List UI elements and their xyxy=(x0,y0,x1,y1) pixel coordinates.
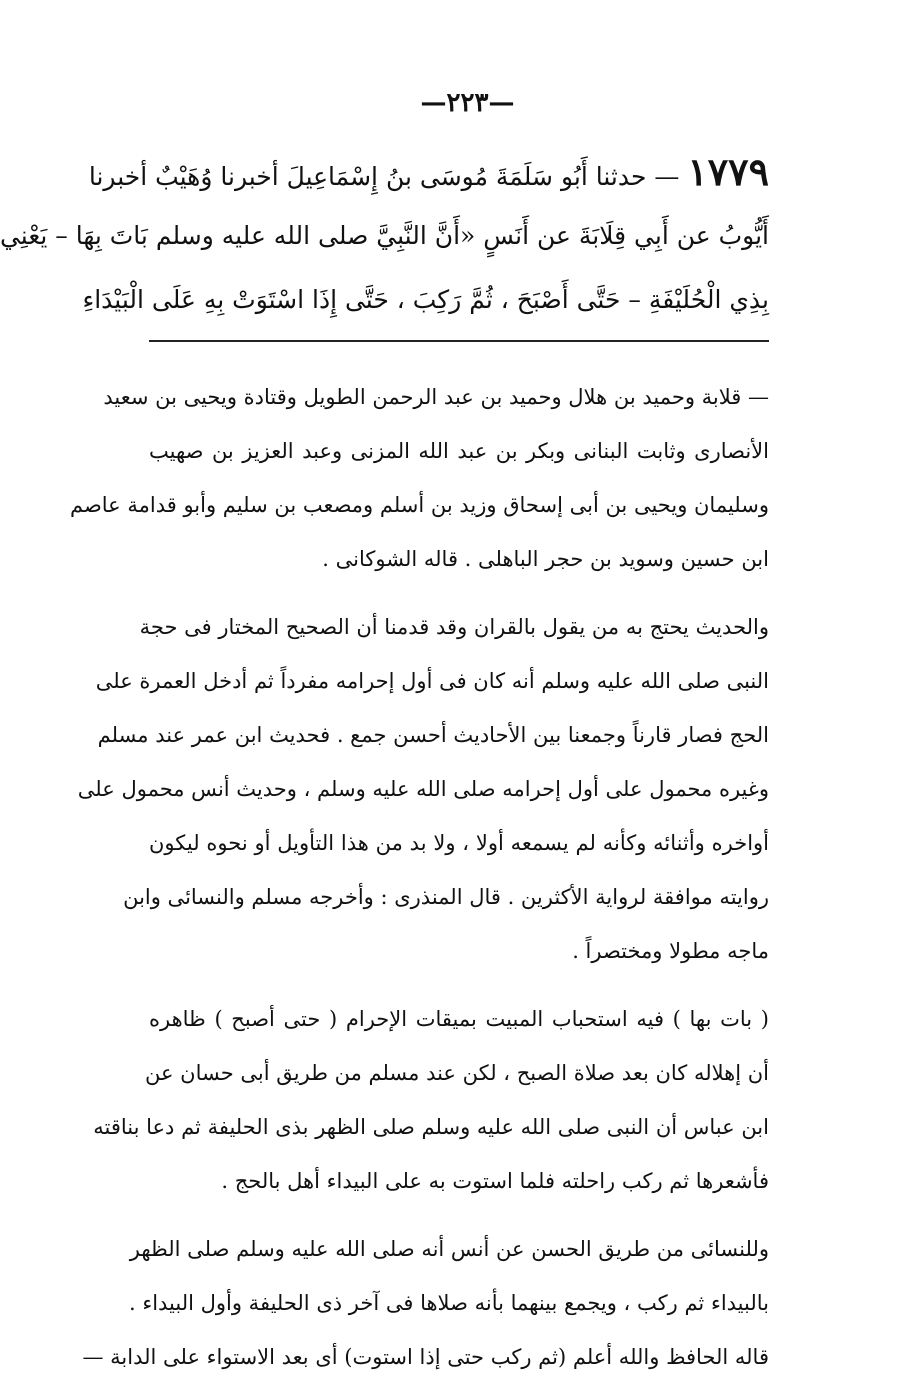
commentary-line: ماجه مطولا ومختصراً . xyxy=(572,939,769,963)
commentary-line: روايته موافقة لرواية الأكثرين . قال المنذرى : وأخرجه مسلم والنسائى وابن xyxy=(123,885,769,909)
hadith-number: ١٧٧٩ xyxy=(687,149,769,194)
hadith-text xyxy=(0,140,769,332)
commentary-line: النبى صلى الله عليه وسلم أنه كان فى أول إحرامه مفرداً ثم أدخل العمرة على xyxy=(95,669,769,693)
commentary-line: بالبيداء ثم ركب ، ويجمع بينهما بأنه صلاها فى آخر ذى الحليفة وأول البيداء . xyxy=(128,1291,769,1315)
commentary-line: وغيره محمول على أول إحرامه صلى الله عليه وسلم ، وحديث أنس محمول على xyxy=(77,777,769,801)
commentary-paragraph xyxy=(69,370,769,586)
commentary xyxy=(69,370,769,1398)
commentary-line: ابن عباس أن النبى صلى الله عليه وسلم صلى الظهر بذى الحليفة ثم دعا بناقته xyxy=(93,1115,769,1139)
section-divider xyxy=(149,340,769,342)
commentary-line: أن إهلاله كان بعد صلاة الصبح ، لكن عند مسلم من طريق أبى حسان عن xyxy=(144,1061,769,1085)
commentary-line: فأشعرها ثم ركب راحلته فلما استوت به على البيداء أهل بالحج . xyxy=(221,1169,769,1193)
commentary-line: وسليمان ويحيى بن أبى إسحاق وزيد بن أسلم ومصعب بن سليم وأبو قدامة عاصم xyxy=(69,493,769,517)
commentary-line: قاله الحافظ والله أعلم (ثم ركب حتى إذا استوت) أى بعد الاستواء على الدابة — xyxy=(82,1345,769,1369)
commentary-line: ابن حسين وسويد بن حجر الباهلى . قاله الشوكانى . xyxy=(322,547,769,571)
commentary-line: وللنسائى من طريق الحسن عن أنس أنه صلى الله عليه وسلم صلى الظهر xyxy=(129,1237,769,1261)
hadith-line: أَيُّوبُ عن أَبِي قِلَابَةَ عن أَنَسٍ «أَنَّ النَّبِيَّ صلى الله عليه وسلم بَاتَ بِهَا – يَعْنِي xyxy=(0,221,769,250)
hadith-line: بِذِي الْحُلَيْفَةِ – حَتَّى أَصْبَحَ ، ثُمَّ رَكِبَ ، حَتَّى إِذَا اسْتَوَتْ بِهِ عَلَى الْبَيْدَاءِ xyxy=(82,285,769,314)
page-number: —٢٢٣— xyxy=(420,88,515,118)
commentary-line: ( بات بها ) فيه استحباب المبيت بميقات الإحرام ( حتى أصبح ) ظاهره xyxy=(149,1007,769,1031)
commentary-line: أواخره وأثنائه وكأنه لم يسمعه أولا ، ولا بد من هذا التأويل أو نحوه ليكون xyxy=(149,831,769,855)
hadith-line-text: — حدثنا أَبُو سَلَمَةَ مُوسَى بنُ إِسْمَاعِيلَ أخبرنا وُهَيْبٌ أخبرنا xyxy=(88,162,680,191)
commentary-paragraph xyxy=(93,992,769,1208)
commentary-line: الأنصارى وثابت البنانى وبكر بن عبد الله المزنى وعبد العزيز بن صهيب xyxy=(149,439,769,463)
commentary-paragraph xyxy=(77,600,769,978)
commentary-paragraph xyxy=(82,1222,769,1384)
commentary-line: الحج فصار قارناً وجمعنا بين الأحاديث أحسن جمع . فحديث ابن عمر عند مسلم xyxy=(97,723,769,747)
commentary-line: والحديث يحتج به من يقول بالقران وقد قدمنا أن الصحيح المختار فى حجة xyxy=(139,615,769,639)
commentary-line: — قلابة وحميد بن هلال وحميد بن عبد الرحمن الطويل وقتادة ويحيى بن سعيد xyxy=(103,385,769,409)
hadith-line xyxy=(88,140,769,204)
